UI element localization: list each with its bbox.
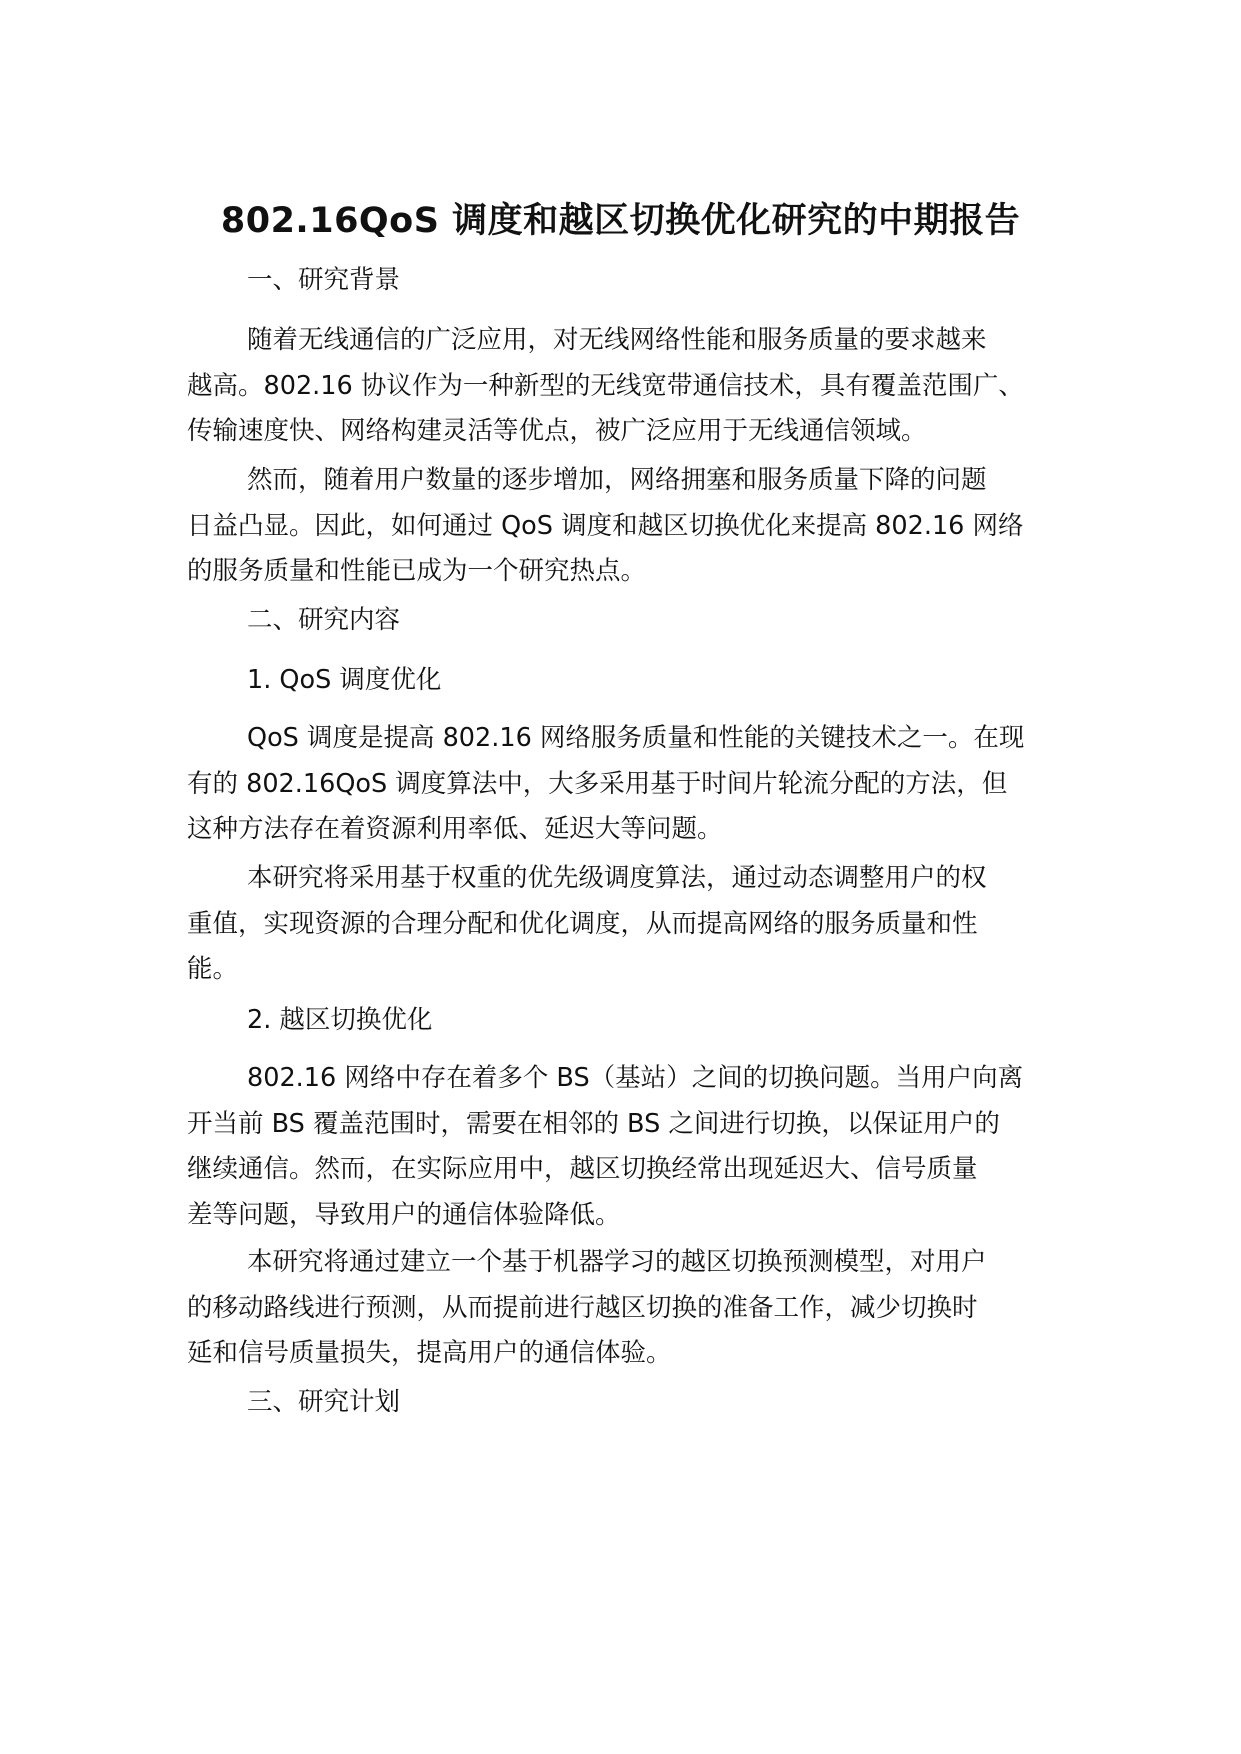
- section-heading-plan: 三、研究计划: [247, 1387, 401, 1417]
- paragraph-qos-2: [187, 856, 1067, 993]
- text-line: 继续通信。然而，在实际应用中，越区切换经常出现延迟大、信号质量: [187, 1154, 978, 1184]
- text-line: 有的 802.16QoS 调度算法中，大多采用基于时间片轮流分配的方法，但: [187, 768, 1008, 799]
- text-line: 重值，实现资源的合理分配和优化调度，从而提高网络的服务质量和性: [187, 908, 978, 939]
- text-line: 开当前 BS 覆盖范围时，需要在相邻的 BS 之间进行切换，以保证用户的: [187, 1108, 1000, 1139]
- text-line: 这种方法存在着资源利用率低、延迟大等问题。: [187, 814, 723, 844]
- paragraph-handover-2: [187, 1240, 1067, 1377]
- text-line: 本研究将通过建立一个基于机器学习的越区切换预测模型，对用户: [247, 1247, 987, 1277]
- subsection-heading-qos: 1. QoS 调度优化: [247, 665, 442, 695]
- text-line: 随着无线通信的广泛应用，对无线网络性能和服务质量的要求越来: [247, 325, 987, 355]
- paragraph-background-1: [187, 318, 1067, 455]
- paragraph-background-2: [187, 458, 1067, 595]
- document-title: 802.16QoS 调度和越区切换优化研究的中期报告: [220, 201, 1021, 242]
- paragraph-qos-1: [187, 716, 1067, 853]
- section-heading-content: 二、研究内容: [247, 605, 401, 635]
- text-line: 的服务质量和性能已成为一个研究热点。: [187, 556, 647, 586]
- paragraph-handover-1: [187, 1056, 1067, 1238]
- text-line: 然而，随着用户数量的逐步增加，网络拥塞和服务质量下降的问题: [247, 465, 987, 495]
- text-line: 越高。802.16 协议作为一种新型的无线宽带通信技术，具有覆盖范围广、: [187, 370, 1024, 401]
- subsection-heading-handover: 2. 越区切换优化: [247, 1005, 433, 1035]
- text-line: 传输速度快、网络构建灵活等优点，被广泛应用于无线通信领域。: [187, 416, 927, 446]
- text-line: QoS 调度是提高 802.16 网络服务质量和性能的关键技术之一。在现: [247, 723, 1025, 753]
- text-line: 能。: [187, 954, 239, 984]
- text-line: 日益凸显。因此，如何通过 QoS 调度和越区切换优化来提高 802.16 网络: [187, 510, 1024, 541]
- text-line: 延和信号质量损失，提高用户的通信体验。: [187, 1338, 672, 1368]
- text-line: 的移动路线进行预测，从而提前进行越区切换的准备工作，减少切换时: [187, 1292, 978, 1323]
- text-line: 本研究将采用基于权重的优先级调度算法，通过动态调整用户的权: [247, 863, 987, 893]
- text-line: 差等问题，导致用户的通信体验降低。: [187, 1199, 621, 1230]
- section-heading-background: 一、研究背景: [247, 265, 401, 295]
- text-line: 802.16 网络中存在着多个 BS（基站）之间的切换问题。当用户向离: [247, 1063, 1024, 1093]
